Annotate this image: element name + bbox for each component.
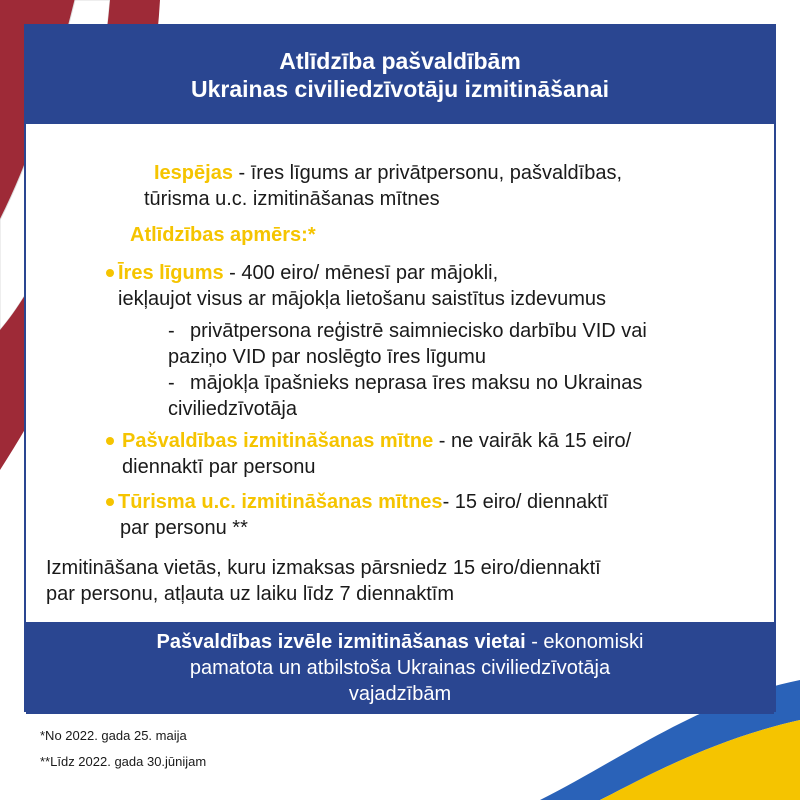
- footer-line1: [26, 629, 774, 655]
- header-band: [26, 26, 774, 124]
- bullet-municipal-line1: [122, 428, 631, 454]
- limit-note-line2: par personu, atļauta uz laiku līdz 7 diennaktīm: [46, 583, 455, 605]
- options-label: Iespējas: [154, 162, 233, 184]
- bullet-dot-rent: [106, 269, 114, 277]
- options-line1: [154, 160, 622, 186]
- bullet-tourism-line1: [118, 489, 608, 515]
- subitem-2-line1: mājokļa īpašnieks neprasa īres maksu no Ukrainas: [190, 372, 643, 394]
- bullet-rent-text2: iekļaujot visus ar mājokļa lietošanu saistītus izdevumus: [118, 288, 606, 310]
- bullet-dot-tourism: [106, 498, 114, 506]
- bullet-dot-municipal: [106, 437, 114, 445]
- footer-line1-rest: - ekonomiski: [525, 631, 644, 653]
- info-card: [24, 24, 776, 712]
- header-title-line1: Atlīdzība pašvaldībām: [279, 48, 521, 74]
- bullet-rent-title: Īres līgums: [118, 262, 224, 284]
- footnote-1: *No 2022. gada 25. maija: [40, 728, 187, 743]
- footer-bold-text: Pašvaldības izvēle izmitināšanas vietai: [156, 631, 526, 653]
- bullet-tourism-text1: - 15 eiro/ diennaktī: [442, 491, 609, 513]
- bullet-municipal-text1: - ne vairāk kā 15 eiro/: [433, 430, 632, 452]
- footer-line3: vajadzībām: [348, 683, 452, 705]
- bullet-rent-line1: [118, 260, 498, 286]
- header-title-line2: Ukrainas civiliedzīvotāju izmitināšanai: [191, 76, 609, 102]
- subitem-1-line1: privātpersona reģistrē saimniecisko darbību VID vai: [190, 320, 647, 342]
- bullet-municipal-text2: diennaktī par personu: [122, 456, 316, 478]
- options-text2: tūrisma u.c. izmitināšanas mītnes: [144, 188, 440, 210]
- bullet-tourism-text2: par personu **: [120, 517, 248, 539]
- amount-heading: Atlīdzības apmērs:*: [130, 224, 316, 246]
- limit-note-line1: Izmitināšana vietās, kuru izmaksas pārsniedz 15 eiro/diennaktī: [46, 557, 601, 579]
- footnote-2: **Līdz 2022. gada 30.jūnijam: [40, 754, 207, 769]
- subitem-2-line2: civiliedzīvotāja: [168, 398, 297, 420]
- subitem-dash-2: -: [168, 372, 175, 394]
- subitem-dash-1: -: [168, 320, 175, 342]
- footer-band: [26, 622, 774, 714]
- footer-line2: pamatota un atbilstoša Ukrainas civiliedzīvotāja: [189, 657, 611, 679]
- options-text1: - īres līgums ar privātpersonu, pašvaldības,: [232, 162, 623, 184]
- bullet-rent-text1: - 400 eiro/ mēnesī par mājokli,: [223, 262, 499, 284]
- subitem-1-line2: paziņo VID par noslēgto īres līgumu: [168, 346, 486, 368]
- bullet-municipal-title: Pašvaldības izmitināšanas mītne: [122, 430, 434, 452]
- bullet-tourism-title: Tūrisma u.c. izmitināšanas mītnes: [118, 491, 443, 513]
